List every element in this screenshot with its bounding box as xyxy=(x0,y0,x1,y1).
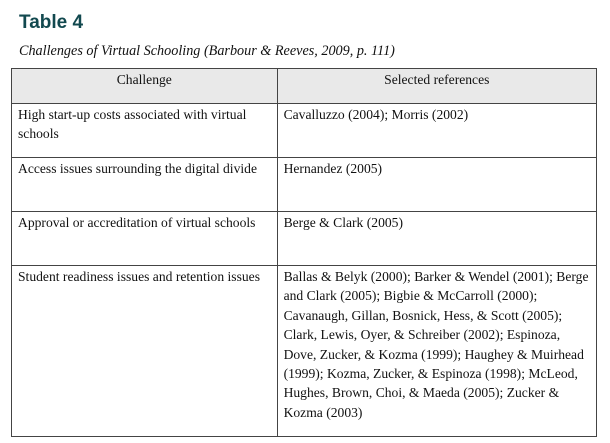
challenge-cell: Student readiness issues and retention issues xyxy=(12,266,278,437)
references-cell: Cavalluzzo (2004); Morris (2002) xyxy=(277,104,596,158)
challenges-table xyxy=(11,68,597,437)
references-cell: Ballas & Belyk (2000); Barker & Wendel (2001); Berge and Clark (2005); Bigbie & McCarroll (2000); Cavanaugh, Gillan, Bosnick, Hess, & Scott (2005); Clark, Lewis, Oyer, & Schreiber (2002); Espinoza, Dove, Zucker, & Kozma (1999); Haughey & Muirhead (1999); Kozma, Zucker, & Espinoza (1998); McLeod, Hughes, Brown, Choi, & Maeda (2005); Zucker & Kozma (2003) xyxy=(277,266,596,437)
table-row xyxy=(12,104,597,158)
table-row xyxy=(12,212,597,266)
challenge-cell: Access issues surrounding the digital divide xyxy=(12,158,278,212)
table-title: Table 4 xyxy=(19,12,84,33)
references-cell: Hernandez (2005) xyxy=(277,158,596,212)
table-caption: Challenges of Virtual Schooling (Barbour & Reeves, 2009, p. 111) xyxy=(19,43,395,59)
column-header-challenge: Challenge xyxy=(12,69,278,104)
table-row xyxy=(12,266,597,437)
challenge-cell: High start-up costs associated with virtual schools xyxy=(12,104,278,158)
challenge-cell: Approval or accreditation of virtual schools xyxy=(12,212,278,266)
references-cell: Berge & Clark (2005) xyxy=(277,212,596,266)
table-header-row xyxy=(12,69,597,104)
table-row xyxy=(12,158,597,212)
column-header-references: Selected references xyxy=(277,69,596,104)
